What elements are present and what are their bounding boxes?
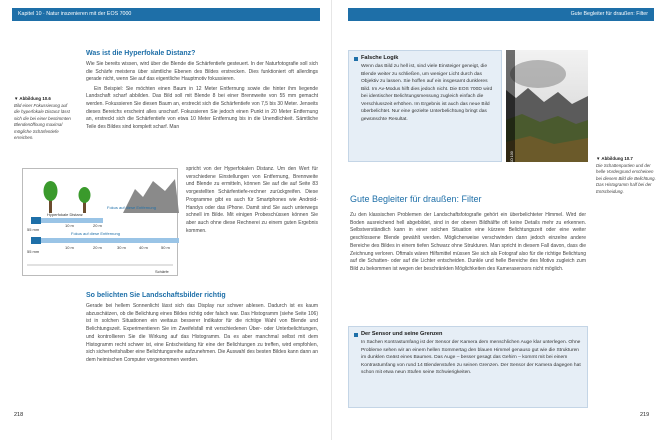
tick-label: 20 m xyxy=(93,223,102,228)
section-text-hyperfocal-wrap: spricht von der Hyperfokalen Distanz. Um den Wert für verschiedene Einstellungen von Entfernung, Brennweite und Blende zu ermitteln, können Sie auf die auf Seite 83 vorgestellten Schärfentiefe-rechner zurückgreifen. Diese Programme gibt es auch für Smartphones wie Android-Handys oder das iPhone. Damit sind Sie auch unterwegs schnell im Bilde. Mit einigen Probeschüssen können Sie aber auch ohne diese Rechnerei zu einem guten Ergebnis kommen. xyxy=(186,166,318,234)
camera-icon xyxy=(31,237,41,244)
right-header-bar: Gute Begleiter für draußen: Filter xyxy=(348,8,654,21)
label-focus-depth: Fokus auf diese Entfernung xyxy=(71,231,120,236)
left-page xyxy=(0,0,332,440)
tick-label: 40 m xyxy=(139,245,148,250)
info-box-sensor xyxy=(348,326,588,408)
tick-label: 10 m xyxy=(65,245,74,250)
caption-title: ▼ Abbildung 10.7 xyxy=(596,156,633,161)
page-number-left: 218 xyxy=(14,412,24,418)
lens-label: 55 mm xyxy=(27,227,40,232)
caption-text: Die Schattenpartien und der helle Vordergrund erscheinen bei diesem Bild die Belichtung. Das Histogramm half bei der Entscheidung. xyxy=(596,162,656,194)
hyperfocal-diagram xyxy=(22,168,178,276)
section-text-filter: Zu den klassischen Problemen der Landschaftsfotografie gehört ein überbelichteter Himmel. Wird der Boden ausreichend hell abgebildet, sind in der oberen Bildhälfte oft keine Details mehr zu erkennen. Selbstverständlich kann in einer solchen Situation eine kürzere Belichtungszeit oder eine weiter geschlossene Blende gewählt werden. Möglicherweise verschwinden dann jedoch einzelne andere Bereiche des Bildes in einem tiefen Schwarz ohne Strukturen. Man spricht in diesem Fall davon, dass die Zeichnung verloren. Oftmals wären Hilfsmittel müssen Sie sich als Fotograf also für die richtige Belichtung auf die Schatten- oder auf die Lichter entscheiden. Dunkle und helle Bereiche des Motivs zugleich zum Bild zu bekommen ist wegen der beschränkten Möglichkeiten des Kamerasensors nicht möglich. xyxy=(350,212,586,272)
lens-label: 55 mm xyxy=(27,249,40,254)
landscape-photo-svg xyxy=(506,50,588,162)
depth-bar-far xyxy=(41,238,179,243)
caption-figure-10-7 xyxy=(596,156,660,195)
tick-label: 10 m xyxy=(65,223,74,228)
caption-text: Bild einer Fokussierung auf die hyperfokale Distanz lässt sich die bei einer bestimmten Blendenöffnung maximal mögliche Schärfentiefe erreichen. xyxy=(14,102,71,140)
caption-title-text: Abbildung 10.6 xyxy=(19,96,51,101)
camera-icon xyxy=(31,217,41,224)
landscape-photo xyxy=(506,50,588,200)
tick-label: 20 m xyxy=(93,245,102,250)
cloud xyxy=(510,60,566,88)
info-box-false-logic xyxy=(348,50,502,162)
info-box-text: Wenn das Bild zu hell ist, sind viele Einsteiger geneigt, die Blende weiter zu schließen, um weniger Licht durch das Objektiv zu lassen. Sie hoffen auf ein insgesamt dunkleres Bild. Im Av-Modus hilft dies jedoch nicht. Die EOS 700D wird bei identischer Belichtungsmessung zugleich einfach die Verschlusszeit erhöhen. Im Ergebnis ist auch das neue Bild überbelichtet. Nur eine gezielte Unterbelichtung bringt das gewünschte Resultat. xyxy=(361,64,493,122)
caption-figure-10-6 xyxy=(14,96,72,142)
section-text-exposure: Gerade bei hellem Sonnenlicht lässt sich das Display nur schwer ablesen. Dadurch ist es kaum abzuschätzen, ob die Belichtung eines Bildes richtig oder falsch war. Das Histogramm (siehe Seite 106) ist in solchen Situationen ein weitaus besserer Indikator für die richtige Wahl von Blende und Belichtungszeit. Experimentieren Sie im Zweifelsfall mit verschiedenen Über- oder Unterbelichtungen, und kontrollieren Sie die Wirkung auf das Histogramm. Da es aber manchmal selbst mit dem Histogramm recht schwer ist, eine Entscheidung für eine der Belichtungen zu treffen, wird empfohlen, sich sicherheitshalber eine Belichtungsreihe aufzunehmen. Die Auswahl des besten Bildes kann dann an dem heimischen Computer vorgenommen werden. xyxy=(86,303,318,363)
section-title-filter: Gute Begleiter für draußen: Filter xyxy=(350,194,482,204)
photo-exif-label: 28 mm | f/8 | 1/250 s | ISO 100 xyxy=(510,151,514,200)
tick-label: 30 m xyxy=(117,245,126,250)
caption-title-text: Abbildung 10.7 xyxy=(601,156,633,161)
tree-crown xyxy=(44,181,58,201)
label-focus-far: Fokus auf diese Entfernung xyxy=(107,205,156,210)
section-title-exposure: So belichten Sie Landschaftsbilder richtig xyxy=(86,292,226,299)
left-header-bar: Kapitel 10 · Natur inszenieren mit der EOS 7000 xyxy=(12,8,320,21)
tree-crown xyxy=(79,187,91,203)
section-text-hyperfocal xyxy=(86,61,318,132)
caption-title: ▼ Abbildung 10.6 xyxy=(14,96,51,101)
right-page xyxy=(336,0,668,440)
info-box-title: Falsche Logik xyxy=(349,51,501,63)
section-title-hyperfocal: Was ist die Hyperfokale Distanz? xyxy=(86,50,196,57)
paragraph: Wie Sie bereits wissen, wird über die Blende die Schärfentiefe gesteuert. In der Naturfotografie soll sich die Schärfe meistens über sämtliche Ebenen des Bildes erstrecken. Dies funktioniert oft allerdings gerade nicht, wenn Sie auf das eigentliche Hauptmotiv fokussieren. xyxy=(86,61,318,83)
tick-label: 50 m xyxy=(161,245,170,250)
info-box-text: In Sachen Kontrastumfang ist der Sensor der Kamera dem menschlichen Auge klar unterlegen. Ohne Probleme sehen wir an einem hellen Sommertag den blauen Himmel genauso gut wie die Strukturen im dunklen Geäst eines Baumes. Das Auge – besser gesagt das Gehirn – kommt mit bei einem Kontrastumfang von rund 14 Blendenstufen zu seinen Grenzen. Der Sensor der Kamera dagegen hat schon mit etwa neun Stufen seine Schwierigkeiten. xyxy=(361,340,581,375)
page-number-right: 219 xyxy=(640,412,650,418)
axis-label: Schärfe xyxy=(155,269,169,274)
label-hyperfocal: Hyperfokale Distanz xyxy=(47,212,83,217)
info-box-title: Der Sensor und seine Grenzen xyxy=(349,327,587,339)
hyperfocal-diagram-svg xyxy=(23,169,179,277)
paragraph: Ein Beispiel: Sie möchten einen Baum in 12 Meter Entfernung sowie die hinter ihm liegende Landschaft scharf abbilden. Das Bild soll mit Blende 8 bei einer Brennweite von 55 mm gemacht werden. Fokussieren Sie diesen Baum an, erstreckt sich die Schärfentiefe von 7,5 bis 30 Meter. Jenseits dieses Bereichs erscheint alles unscharf. Fokussieren Sie jedoch einen Punkt in 20 Meter Entfernung an, erstreckt sich die Schärfentiefe von etwa 10 Meter Entfernung bis in die Unendlichkeit. Sämtliche Teile des Bildes sind komplett scharf. Man xyxy=(86,85,318,131)
